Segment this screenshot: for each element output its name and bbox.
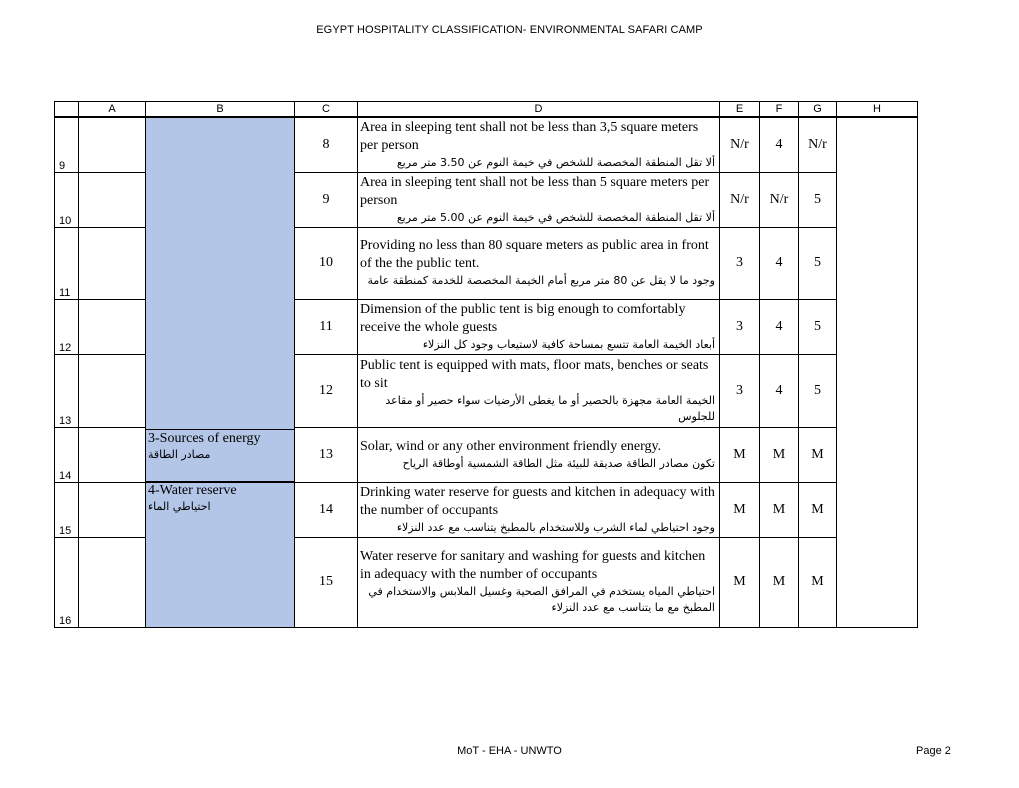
score-e[interactable]: M: [720, 537, 760, 627]
cell-a[interactable]: [79, 427, 146, 482]
criterion-arabic: وجود ما لا يقل عن 80 متر مربع أمام الخيمة المخصصة للخدمة كمنطقة عامة: [367, 274, 715, 287]
criterion-number[interactable]: 8: [295, 117, 358, 172]
table-row: [55, 117, 918, 172]
score-e[interactable]: N/r: [720, 117, 760, 172]
criterion-number[interactable]: 9: [295, 172, 358, 227]
category-cell-water[interactable]: [146, 482, 295, 627]
column-header-g[interactable]: G: [799, 102, 837, 118]
page-number: Page 2: [916, 745, 951, 757]
column-header-e[interactable]: E: [720, 102, 760, 118]
column-header-d[interactable]: D: [358, 102, 720, 118]
criterion-english: Water reserve for sanitary and washing for guests and kitchen in adequacy with the number of occupants: [360, 549, 706, 582]
category-cell-blank[interactable]: [146, 117, 295, 482]
score-g[interactable]: 5: [799, 172, 837, 227]
criterion-english: Area in sleeping tent shall not be less than 3,5 square meters per person: [360, 119, 699, 153]
score-g[interactable]: N/r: [799, 117, 837, 172]
cell-a[interactable]: [79, 537, 146, 627]
criterion-cell[interactable]: [358, 117, 720, 172]
column-header-h[interactable]: H: [837, 102, 918, 118]
category-label-energy[interactable]: [146, 429, 294, 482]
score-f[interactable]: 4: [760, 299, 799, 354]
criterion-english: Area in sleeping tent shall not be less than 5 square meters per person: [360, 174, 710, 208]
criterion-number[interactable]: 10: [295, 227, 358, 299]
criterion-arabic: تكون مصادر الطاقة صديقة للبيئة مثل الطاقة الشمسية أوطاقة الرياح: [402, 456, 715, 470]
score-g[interactable]: M: [799, 482, 837, 537]
score-f[interactable]: M: [760, 427, 799, 482]
criterion-english: Solar, wind or any other environment friendly energy.: [360, 438, 662, 454]
score-g[interactable]: 5: [799, 299, 837, 354]
column-header-c[interactable]: C: [295, 102, 358, 118]
cell-a[interactable]: [79, 172, 146, 227]
criterion-cell[interactable]: [358, 227, 720, 299]
score-f[interactable]: 4: [760, 227, 799, 299]
column-header-a[interactable]: A: [79, 102, 146, 118]
score-f[interactable]: N/r: [760, 172, 799, 227]
row-number[interactable]: 11: [55, 227, 79, 299]
score-f[interactable]: M: [760, 537, 799, 627]
cell-a[interactable]: [79, 227, 146, 299]
category-arabic: احتياطي الماء: [148, 499, 211, 513]
row-number[interactable]: 13: [55, 354, 79, 427]
score-e[interactable]: M: [720, 427, 760, 482]
row-number[interactable]: 15: [55, 482, 79, 537]
footer-organizations: MoT - EHA - UNWTO: [457, 745, 562, 757]
cell-a[interactable]: [79, 299, 146, 354]
table-row: [55, 482, 918, 537]
criterion-number[interactable]: 15: [295, 537, 358, 627]
row-number[interactable]: 12: [55, 299, 79, 354]
score-g[interactable]: M: [799, 537, 837, 627]
classification-table: [54, 101, 918, 628]
cell-a[interactable]: [79, 117, 146, 172]
cell-a[interactable]: [79, 354, 146, 427]
score-e[interactable]: 3: [720, 227, 760, 299]
column-header-b[interactable]: B: [146, 102, 295, 118]
score-e[interactable]: M: [720, 482, 760, 537]
criterion-arabic: احتياطي المياه يستخدم في المرافق الصحية وغسيل الملابس والاستخدام في المطبخ مع ما يتناسب مع عدد النزلاء: [368, 585, 715, 614]
criterion-cell[interactable]: [358, 427, 720, 482]
criterion-cell[interactable]: [358, 354, 720, 427]
criterion-arabic: ألا تقل المنطقة المخصصة للشخص في خيمة النوم عن 5.00 متر مربع: [396, 210, 715, 224]
criterion-cell[interactable]: [358, 537, 720, 627]
corner-cell[interactable]: [55, 102, 79, 118]
page-header-title: EGYPT HOSPITALITY CLASSIFICATION- ENVIRONMENTAL SAFARI CAMP: [316, 24, 703, 36]
criterion-number[interactable]: 11: [295, 299, 358, 354]
criterion-number[interactable]: 12: [295, 354, 358, 427]
score-e[interactable]: 3: [720, 299, 760, 354]
criterion-arabic: وجود احتياطي لماء الشرب وللاستخدام بالمطبخ يتناسب مع عدد النزلاء: [396, 520, 715, 534]
score-f[interactable]: M: [760, 482, 799, 537]
cell-h[interactable]: [837, 117, 918, 627]
row-number[interactable]: 10: [55, 172, 79, 227]
row-number[interactable]: 9: [55, 117, 79, 172]
criterion-english: Public tent is equipped with mats, floor mats, benches or seats to sit: [360, 357, 709, 391]
cell-a[interactable]: [79, 482, 146, 537]
row-number[interactable]: 14: [55, 427, 79, 482]
criterion-number[interactable]: 14: [295, 482, 358, 537]
row-number[interactable]: 16: [55, 537, 79, 627]
category-arabic: مصادر الطاقة: [148, 448, 211, 461]
criterion-number[interactable]: 13: [295, 427, 358, 482]
score-g[interactable]: 5: [799, 354, 837, 427]
score-f[interactable]: 4: [760, 354, 799, 427]
criterion-arabic: ألا تقل المنطقة المخصصة للشخص في خيمة النوم عن 3.50 متر مربع: [396, 155, 715, 169]
score-e[interactable]: 3: [720, 354, 760, 427]
category-english: 4-Water reserve: [148, 482, 237, 498]
criterion-cell[interactable]: [358, 482, 720, 537]
column-header-f[interactable]: F: [760, 102, 799, 118]
score-g[interactable]: M: [799, 427, 837, 482]
score-g[interactable]: 5: [799, 227, 837, 299]
score-f[interactable]: 4: [760, 117, 799, 172]
criterion-english: Drinking water reserve for guests and kitchen in adequacy with the number of occupants: [360, 484, 715, 518]
criterion-english: Providing no less than 80 square meters as public area in front of the the public tent.: [360, 238, 709, 271]
column-header-row: [55, 102, 918, 118]
criterion-arabic: الخيمة العامة مجهزة بالحصير أو ما يغطى الأرضيات سواء حصير أو مقاعد للجلوس: [385, 393, 715, 423]
criterion-cell[interactable]: [358, 172, 720, 227]
criterion-cell[interactable]: [358, 299, 720, 354]
score-e[interactable]: N/r: [720, 172, 760, 227]
category-english: 3-Sources of energy: [148, 431, 261, 446]
criterion-arabic: أبعاد الخيمة العامة تتسع بمساحة كافية لاستيعاب وجود كل النزلاء: [422, 337, 715, 351]
criterion-english: Dimension of the public tent is big enough to comfortably receive the whole guests: [360, 301, 686, 335]
